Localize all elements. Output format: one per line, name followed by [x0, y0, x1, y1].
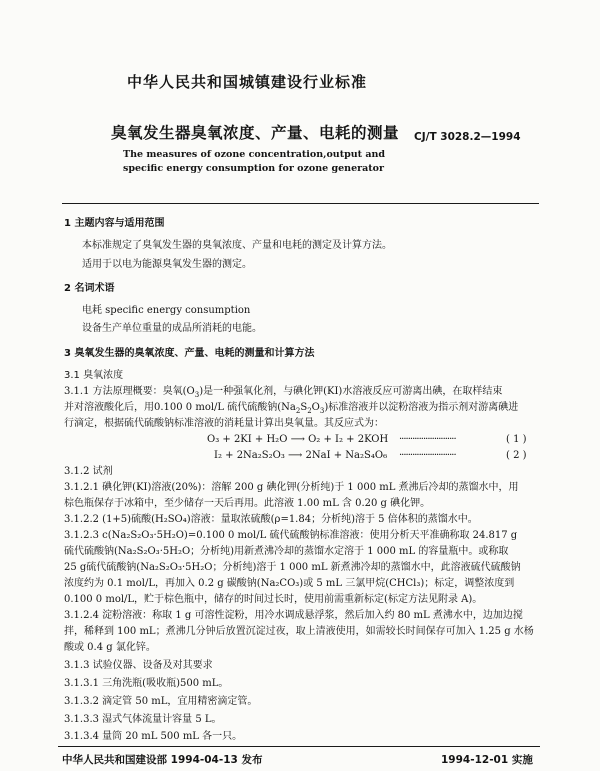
equation-1-number: ( 1 ) — [506, 434, 527, 445]
equation-2-leader: ·························· — [399, 450, 456, 461]
section-1-paragraph-1: 本标准规定了臭氧发生器的臭氧浓度、产量和电耗的测定及计算方法。 — [82, 240, 392, 251]
clause-3-1-2-3-line-3: 25 g硫代硫酸钠(Na₂S₂O₃·5H₂O；分析纯)溶于 1 000 mL 新煮沸冷却的蒸馏水中，此溶液硫代硫酸钠 — [64, 562, 521, 573]
clause-3-1-2-3-line-1: 3.1.2.3 c(Na₂S₂O₃·5H₂O)=0.100 0 mol/L 硫代硫酸钠标准溶液：使用分析天平准确称取 24.817 g — [64, 530, 518, 541]
term-definition-term: 电耗 specific energy consumption — [82, 305, 251, 316]
section-3-1-heading: 3.1 臭氧浓度 — [64, 370, 124, 381]
clause-3-1-1-line-2: 并对溶液酸化后，用0.100 0 mol/L 硫代硫酸钠$(Na_2S_2O_3)$标准溶液并以淀粉溶液为指示剂对游离碘进 — [64, 402, 519, 415]
section-1-paragraph-2: 适用于以电为能源臭氧发生器的测定。 — [82, 259, 252, 270]
equation-2-number: ( 2 ) — [506, 450, 527, 461]
equation-1: O₃ + 2KI + H₂O ⟶ O₂ + I₂ + 2KOH — [207, 434, 389, 445]
implementation-date: 1994-12-01 实施 — [441, 754, 533, 766]
equation-1-leader: ·························· — [399, 434, 456, 445]
clause-3-1-3-heading: 3.1.3 试验仪器、设备及对其要求 — [64, 660, 213, 671]
equation-2: I₂ + 2Na₂S₂O₃ ⟶ 2NaI + Na₂S₄O₆ — [214, 450, 388, 461]
document-title-cn: 臭氧发生器臭氧浓度、产量、电耗的测量 — [111, 124, 400, 142]
clause-3-1-2-1-line-2: 棕色瓶保存于冰箱中，至少储存一天后再用。此溶液 1.00 mL 含 0.20 g 碘化钾。 — [64, 498, 431, 509]
clause-3-1-2-1-line-1: 3.1.2.1 碘化钾(KI)溶液(20%)：溶解 200 g 碘化钾(分析纯)于 1 000 mL 煮沸后冷却的蒸馏水中，用 — [64, 482, 519, 493]
term-definition-text: 设备生产单位重量的成品所消耗的电能。 — [82, 323, 262, 334]
clause-3-1-2-heading: 3.1.2 试剂 — [64, 466, 113, 477]
clause-3-1-2-4-line-2: 拌，稀释到 100 mL；煮沸几分钟后放置沉淀过夜，取上清液使用，如需较长时间保存可加入 1.25 g 水杨 — [64, 626, 534, 637]
clause-3-1-3-1: 3.1.3.1 三角洗瓶(吸收瓶)500 mL。 — [64, 678, 229, 689]
clause-3-1-2-3-line-5: 0.100 0 mol/L，贮于棕色瓶中，储存的时间过长时，使用前需重新标定(标定方法见附录 A)。 — [64, 594, 483, 605]
footer-divider — [58, 746, 540, 747]
clause-3-1-3-2: 3.1.3.2 滴定管 50 mL，宜用精密滴定管。 — [64, 696, 258, 707]
document-title-en-line1: The measures of ozone concentration,output and — [123, 149, 386, 160]
document-title-en-line2: specific energy consumption for ozone generator — [123, 163, 385, 174]
section-3-heading: 3 臭氧发生器的臭氧浓度、产量、电耗的测量和计算方法 — [64, 348, 315, 359]
clause-3-1-2-3-line-2: 硫代硫酸钠(Na₂S₂O₃·5H₂O；分析纯)用新煮沸冷却的蒸馏水定溶于 1 000 mL 的容量瓶中。或称取 — [64, 546, 509, 557]
clause-3-1-3-4: 3.1.3.4 量筒 20 mL 500 mL 各一只。 — [64, 731, 243, 742]
clause-3-1-2-4-line-3: 酸或 0.4 g 氯化锌。 — [64, 642, 156, 653]
clause-3-1-3-3: 3.1.3.3 湿式气体流量计容量 5 L。 — [64, 714, 222, 725]
clause-3-1-2-4-line-1: 3.1.2.4 淀粉溶液：称取 1 g 可溶性淀粉，用冷水调成悬浮浆，然后加入约 80 mL 煮沸水中，边加边搅 — [64, 610, 523, 621]
clause-3-1-2-2: 3.1.2.2 (1+5)硫酸(H₂SO₄)溶液：量取浓硫酸(ρ=1.84；分析纯)溶于 5 倍体积的蒸馏水中。 — [64, 514, 478, 525]
issue-date: 中华人民共和国建设部 1994-04-13 发布 — [62, 754, 263, 766]
clause-3-1-1-line-3: 行滴定，根据硫代硫酸钠标准溶液的消耗量计算出臭氧量。其反应式为： — [64, 418, 384, 429]
standard-code: CJ/T 3028.2—1994 — [414, 131, 521, 143]
publisher-title: 中华人民共和国城镇建设行业标准 — [127, 73, 368, 91]
clause-3-1-2-3-line-4: 浓度约为 0.1 mol/L，再加入 0.2 g 碳酸钠(Na₂CO₃)或 5 mL 三氯甲烷(CHCl₃)；标定，调整浓度到 — [64, 578, 515, 589]
section-1-heading: 1 主题内容与适用范围 — [64, 218, 165, 229]
section-2-heading: 2 名词术语 — [64, 283, 115, 294]
header-divider — [62, 203, 539, 204]
clause-3-1-1-line-1: 3.1.1 方法原理概要：臭氧$(O_3)$是一种强氧化剂，与碘化钾(KI)水溶液反应可游离出碘，在取样结束 — [64, 386, 503, 399]
